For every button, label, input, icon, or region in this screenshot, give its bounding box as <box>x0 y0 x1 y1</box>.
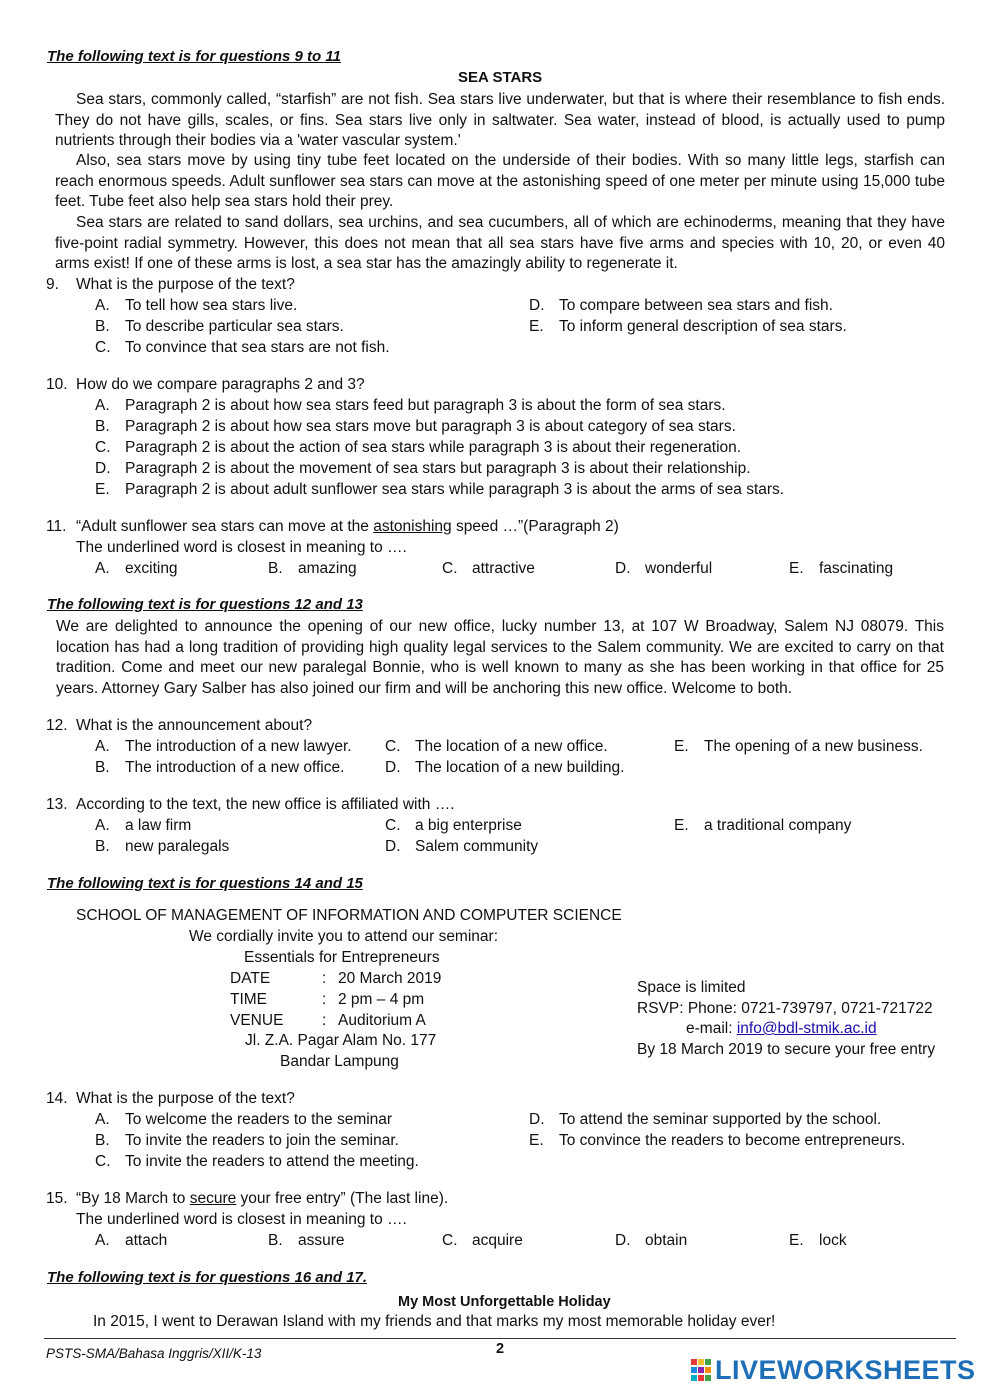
question-number: 12. <box>46 717 68 734</box>
option-d[interactable]: D. Salem community <box>385 838 539 855</box>
option-e[interactable]: E. The opening of a new business. <box>674 738 923 755</box>
seminar-title: Essentials for Entrepreneurs <box>244 949 440 966</box>
school-name: SCHOOL OF MANAGEMENT OF INFORMATION AND COMPUTER SCIENCE <box>76 907 622 924</box>
question-text: How do we compare paragraphs 2 and 3? <box>76 376 365 393</box>
option-b[interactable]: B. To invite the readers to join the seminar. <box>95 1132 399 1149</box>
space-note: Space is limited <box>637 979 746 996</box>
option-a[interactable]: A. To welcome the readers to the seminar <box>95 1111 393 1128</box>
section-heading-9-11: The following text is for questions 9 to 11 <box>47 48 341 65</box>
option-b[interactable]: B. Paragraph 2 is about how sea stars move but paragraph 3 is about category of sea stars. <box>95 418 736 435</box>
text-title-holiday: My Most Unforgettable Holiday <box>398 1294 611 1310</box>
address-line-2: Bandar Lampung <box>280 1053 399 1070</box>
section-heading-16-17: The following text is for questions 16 and 17. <box>47 1269 368 1286</box>
question-number: 9. <box>46 276 59 293</box>
underlined-word: secure <box>189 1190 237 1207</box>
option-b[interactable]: B. The introduction of a new office. <box>95 759 345 776</box>
colon: : <box>322 991 327 1008</box>
underlined-word: astonishing <box>373 518 452 535</box>
paragraph-1: Sea stars, commonly called, “starfish” are not fish. Sea stars live underwater, but that is where their resemblance to fish ends. They do not have gills, scales, or fins. Sea stars live only in saltwater. Sea water, instead of blood, is actually used to pump nutrients through their bodies via a 'water vascular system.' <box>55 91 945 150</box>
address-line-1: Jl. Z.A. Pagar Alam No. 177 <box>245 1032 437 1049</box>
rsvp-phone: RSVP: Phone: 0721-739797, 0721-721722 <box>637 1000 933 1017</box>
date-value: 20 March 2019 <box>338 970 442 987</box>
time-value: 2 pm – 4 pm <box>338 991 425 1008</box>
option-c[interactable]: C. acquire <box>442 1232 523 1249</box>
colon: : <box>322 1012 327 1029</box>
question-number: 13. <box>46 796 68 813</box>
option-a[interactable]: A. exciting <box>95 560 178 577</box>
question-text: According to the text, the new office is affiliated with …. <box>76 796 455 813</box>
option-d[interactable]: D. To attend the seminar supported by the school. <box>529 1111 882 1128</box>
option-e[interactable]: E. To inform general description of sea stars. <box>529 318 847 335</box>
option-a[interactable]: A. a law firm <box>95 817 192 834</box>
holiday-first-line: In 2015, I went to Derawan Island with my friends and that marks my most memorable holiday ever! <box>93 1313 776 1330</box>
option-c[interactable]: C. To invite the readers to attend the meeting. <box>95 1153 419 1170</box>
option-c[interactable]: C. attractive <box>442 560 535 577</box>
question-text: What is the purpose of the text? <box>76 276 295 293</box>
section-heading-12-13: The following text is for questions 12 and 13 <box>47 596 363 613</box>
option-d[interactable]: D. obtain <box>615 1232 688 1249</box>
announcement-paragraph: We are delighted to announce the opening of our new office, lucky number 13, at 107 W Broadway, Salem NJ 08079. This location has had a long tradition of providing high quality legal services to the Salem community. We are excited to carry on that tradition. Come and meet our new paralegal Bonnie, who is well known to many as she has been working in that office for 25 years. Attorney Gary Salber has also joined our firm and will be anchoring this new office. Welcome to both. <box>56 618 944 698</box>
question-text: What is the announcement about? <box>76 717 313 734</box>
question-text: “By 18 March to secure your free entry” (The last line). <box>76 1190 449 1207</box>
page-number: 2 <box>496 1341 505 1357</box>
rsvp-email-line: e-mail: info@bdl-stmik.ac.id <box>686 1020 877 1037</box>
option-d[interactable]: D. Paragraph 2 is about the movement of sea stars but paragraph 3 is about their relationship. <box>95 460 751 477</box>
question-number: 14. <box>46 1090 68 1107</box>
option-c[interactable]: C. Paragraph 2 is about the action of sea stars while paragraph 3 is about their regeneration. <box>95 439 742 456</box>
time-label: TIME <box>230 991 268 1008</box>
rsvp-deadline: By 18 March 2019 to secure your free entry <box>637 1041 936 1058</box>
option-a[interactable]: A. The introduction of a new lawyer. <box>95 738 352 755</box>
footer-divider <box>44 1338 956 1339</box>
option-c[interactable]: C. The location of a new office. <box>385 738 608 755</box>
option-b[interactable]: B. new paralegals <box>95 838 230 855</box>
section-heading-14-15: The following text is for questions 14 and 15 <box>47 875 363 892</box>
option-e[interactable]: E. fascinating <box>789 560 894 577</box>
paragraph-3: Sea stars are related to sand dollars, sea urchins, and sea cucumbers, all of which are echinoderms, meaning that they have five-point radial symmetry. However, this does not mean that all sea stars have five arms and species with 10, 20, or even 40 arms exist! If one of these arms is lost, a sea star has the amazingly ability to regenerate it. <box>55 214 945 273</box>
email-link[interactable]: info@bdl-stmik.ac.id <box>736 1020 877 1037</box>
option-d[interactable]: D. The location of a new building. <box>385 759 625 776</box>
option-e[interactable]: E. a traditional company <box>674 817 852 834</box>
option-a[interactable]: A. To tell how sea stars live. <box>95 297 298 314</box>
option-a[interactable]: A. attach <box>95 1232 168 1249</box>
question-number: 15. <box>46 1190 68 1207</box>
question-text: What is the purpose of the text? <box>76 1090 295 1107</box>
colon: : <box>322 970 327 987</box>
text-title-sea-stars: SEA STARS <box>458 69 543 86</box>
footer-code: PSTS-SMA/Bahasa Inggris/XII/K-13 <box>46 1346 262 1361</box>
invitation-line: We cordially invite you to attend our seminar: <box>189 928 499 945</box>
question-text: “Adult sunflower sea stars can move at the astonishing speed …”(Paragraph 2) <box>76 518 619 535</box>
paragraph-2: Also, sea stars move by using tiny tube feet located on the underside of their bodies. With so many little legs, starfish can reach enormous speeds. Adult sunflower sea stars can move at the astonishing speed of one meter per minute using 15,000 tube feet. Tube feet also help sea stars hold their prey. <box>55 152 945 211</box>
option-d[interactable]: D. To compare between sea stars and fish. <box>529 297 833 314</box>
question-number: 11. <box>46 518 67 535</box>
option-e[interactable]: E. Paragraph 2 is about adult sunflower sea stars while paragraph 3 is about the arms of sea stars. <box>95 481 785 498</box>
option-b[interactable]: B. To describe particular sea stars. <box>95 318 344 335</box>
question-number: 10. <box>46 376 68 393</box>
question-subtext: The underlined word is closest in meaning to …. <box>76 1211 407 1228</box>
option-c[interactable]: C. To convince that sea stars are not fish. <box>95 339 390 356</box>
option-c[interactable]: C. a big enterprise <box>385 817 522 834</box>
option-b[interactable]: B. assure <box>268 1232 345 1249</box>
option-d[interactable]: D. wonderful <box>615 560 713 577</box>
venue-value: Auditorium A <box>338 1012 426 1029</box>
option-e[interactable]: E. lock <box>789 1232 847 1249</box>
date-label: DATE <box>230 970 271 987</box>
liveworksheets-logo[interactable]: LIVEWORKSHEETS <box>690 1355 976 1386</box>
venue-label: VENUE <box>230 1012 284 1029</box>
question-subtext: The underlined word is closest in meaning to …. <box>76 539 407 556</box>
option-b[interactable]: B. amazing <box>268 560 357 577</box>
liveworksheets-mark-icon <box>690 1357 712 1383</box>
option-a[interactable]: A. Paragraph 2 is about how sea stars feed but paragraph 3 is about the form of sea stars. <box>95 397 726 414</box>
option-e[interactable]: E. To convince the readers to become entrepreneurs. <box>529 1132 906 1149</box>
